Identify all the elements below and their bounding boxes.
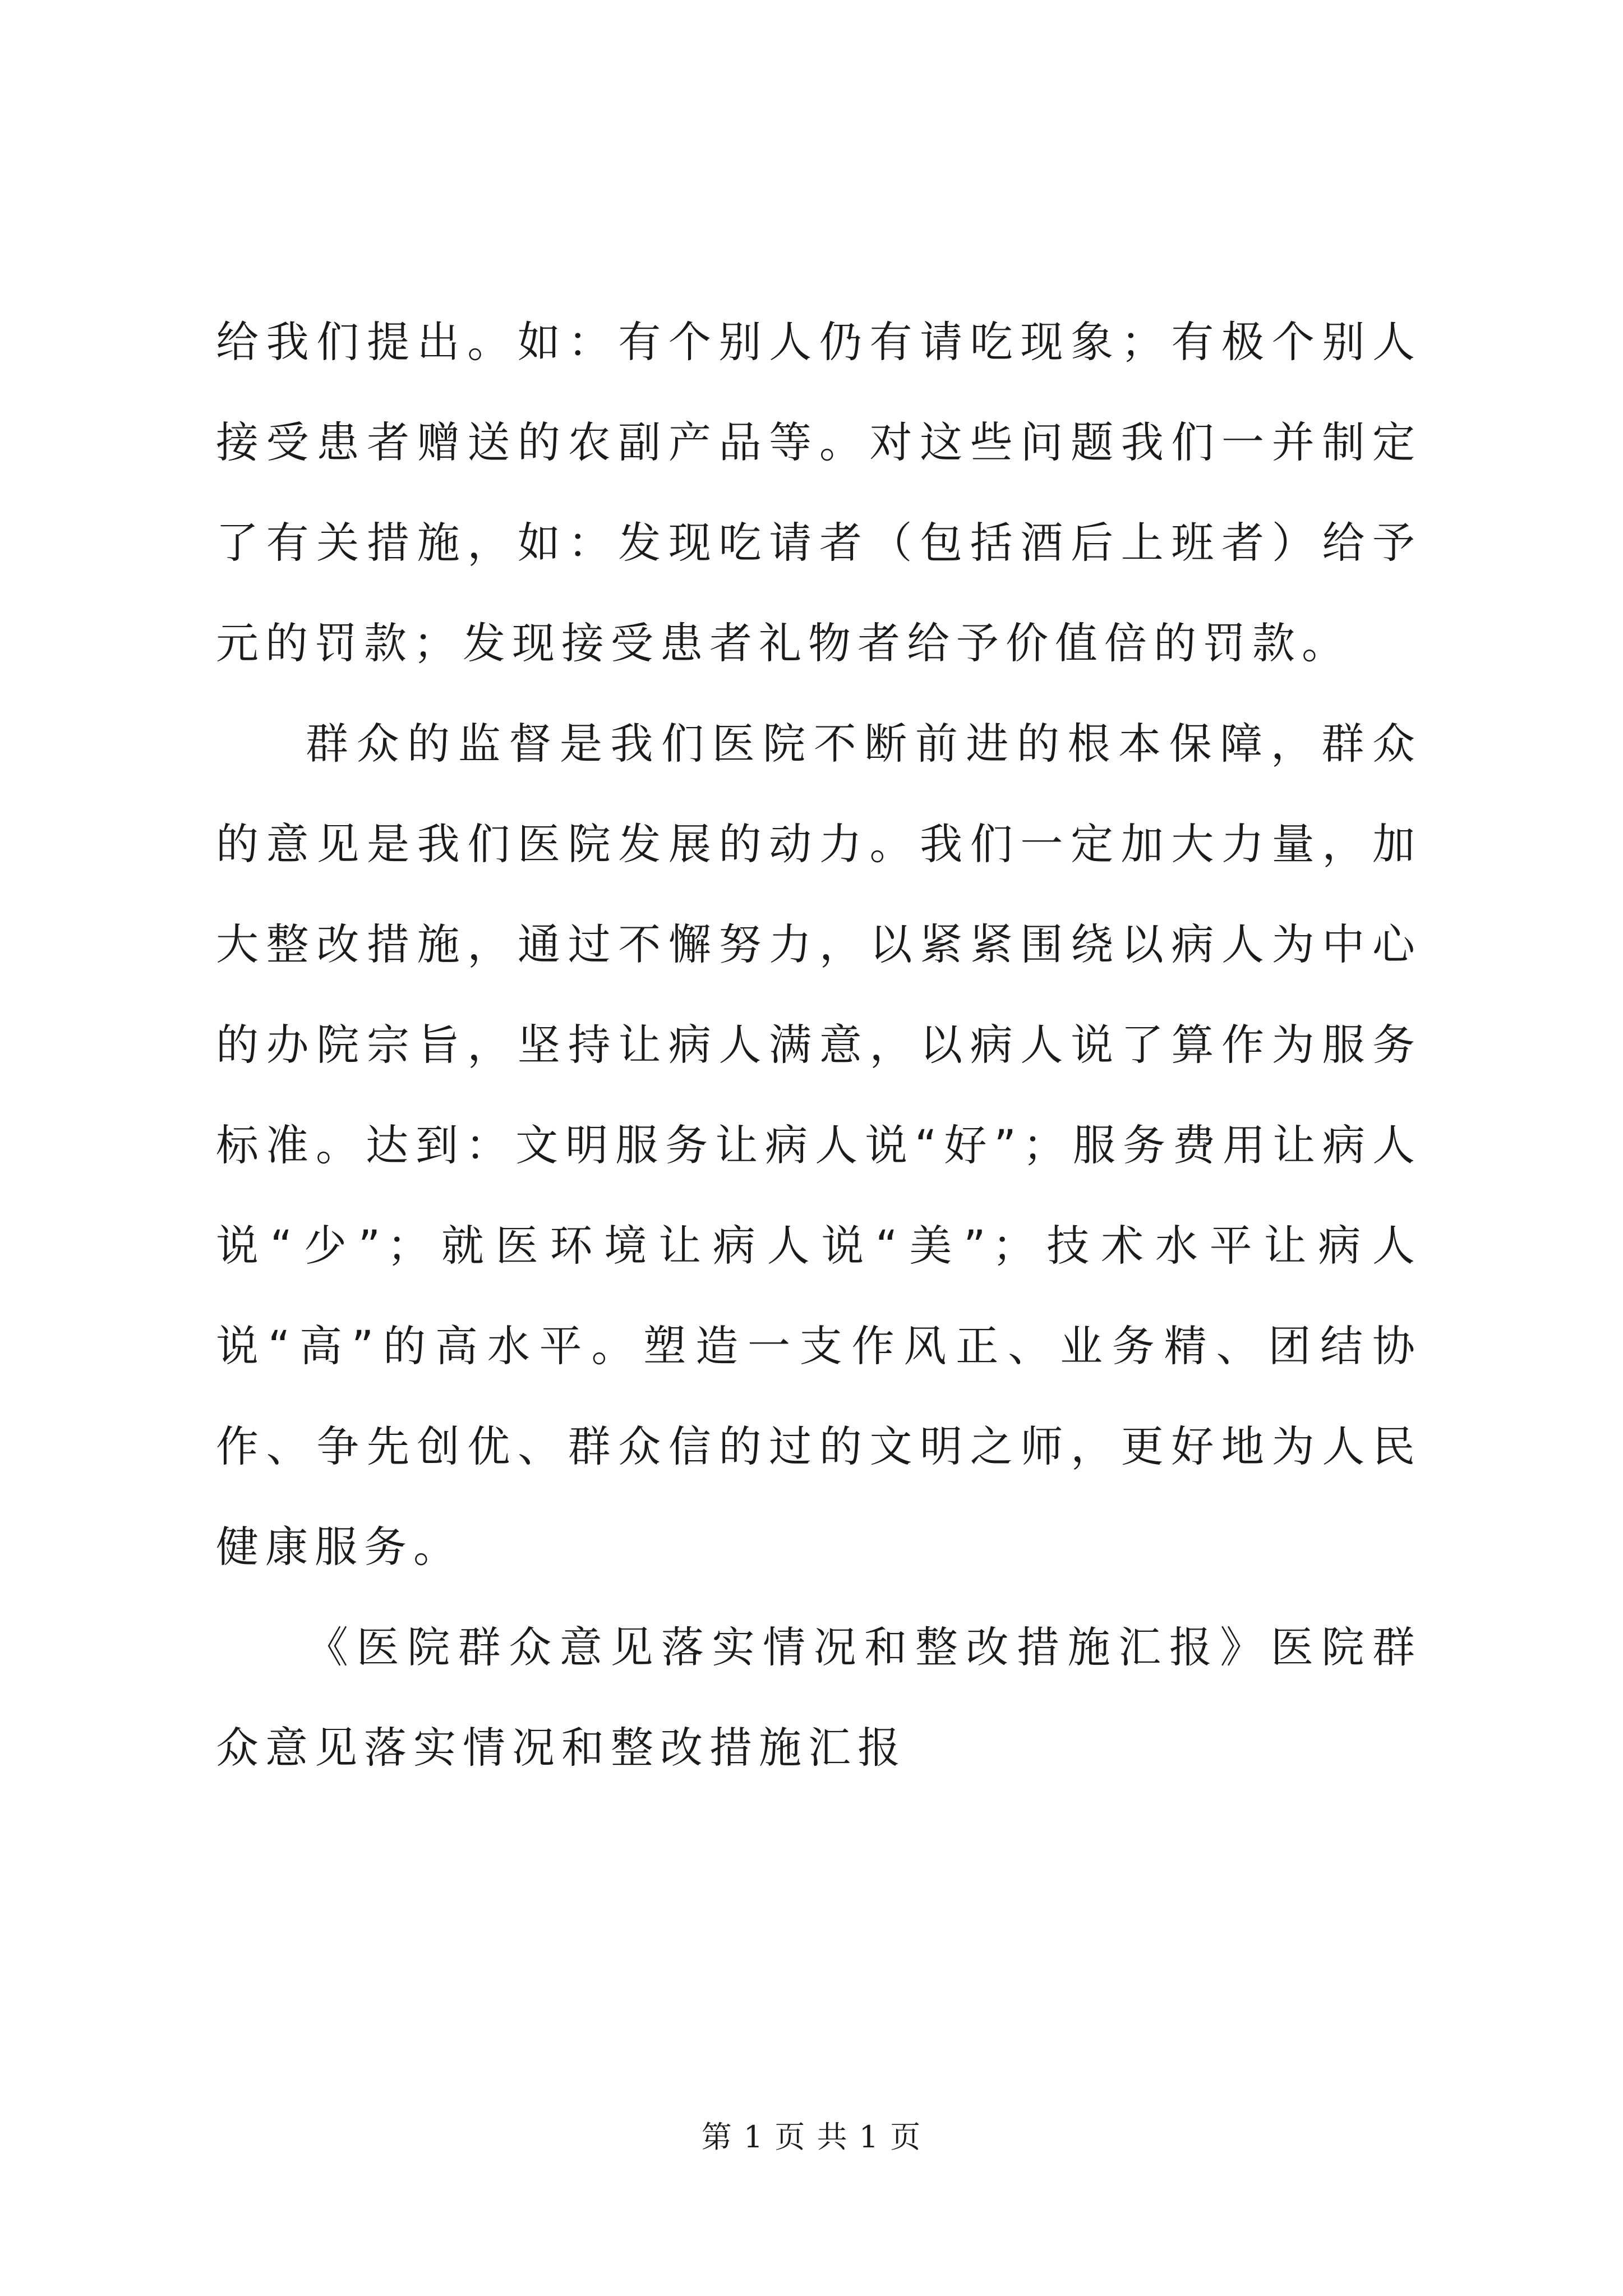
- page-number-footer: 第 1 页 共 1 页: [701, 2119, 922, 2155]
- document-body: [216, 292, 1422, 1798]
- paragraph-supervision: 群众的监督是我们医院不断前进的根本保障，群众的意见是我们医院发展的动力。我们一定加大力量，加大整改措施，通过不懈努力，以紧紧围绕以病人为中心的办院宗旨，坚持让病人满意，以病人说了算作为服务标准。达到：文明服务让病人说“好”；服务费用让病人说“少”；就医环境让病人说“美”；技术水平让病人说“高”的高水平。塑造一支作风正、业务精、团结协作、争先创优、群众信的过的文明之师，更好地为人民健康服务。: [216, 719, 1422, 1572]
- paragraph-title-repeat: 《医院群众意见落实情况和整改措施汇报》医院群众意见落实情况和整改措施汇报: [216, 1622, 1422, 1773]
- paragraph-continuation: 给我们提出。如：有个别人仍有请吃现象；有极个别人接受患者赠送的农副产品等。对这些问题我们一并制定了有关措施，如：发现吃请者（包括酒后上班者）给予元的罚款；发现接受患者礼物者给予价值倍的罚款。: [216, 317, 1422, 668]
